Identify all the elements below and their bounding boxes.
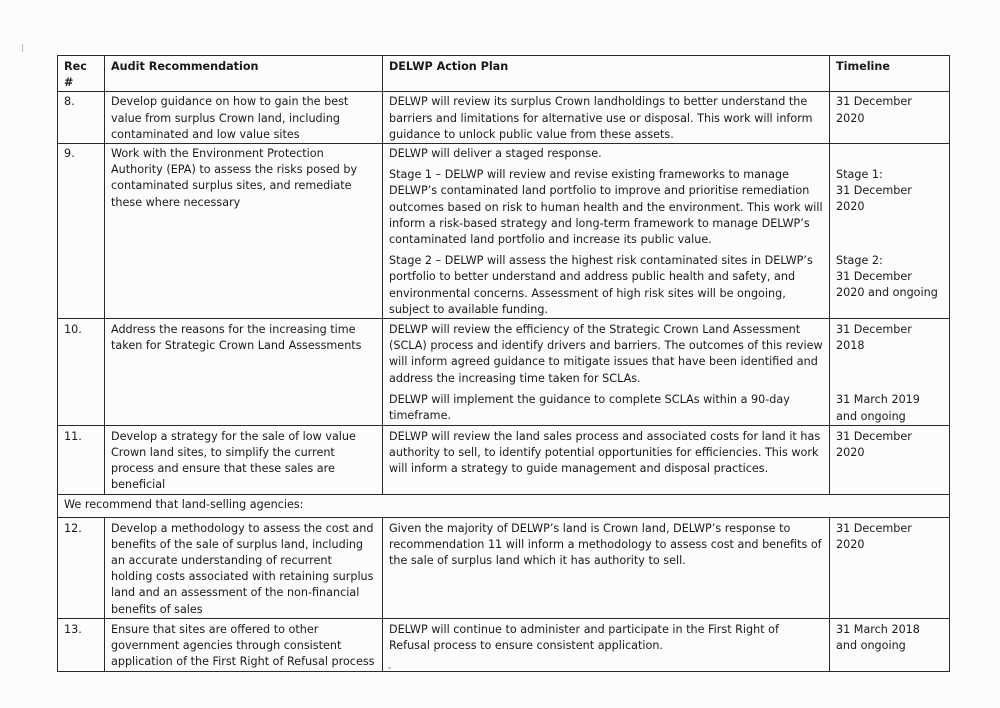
timeline-entry: 31 December 2018	[836, 323, 912, 353]
timeline-entry: 31 December 2020 and ongoing	[836, 269, 938, 300]
audit-recommendation: Develop guidance on how to gain the best value from surplus Crown land, including contaminated and low value sites	[105, 92, 383, 144]
timeline	[830, 92, 950, 144]
rec-number: 13.	[58, 618, 105, 671]
col-header-audit: Audit Recommendation	[105, 56, 383, 92]
audit-recommendation: Develop a methodology to assess the cost and benefits of the sale of surplus land, including an accurate understanding of recurrent holding costs associated with retaining surplus land and an assessment of the non-financial benefits of sales	[105, 517, 383, 618]
audit-recommendation: Work with the Environment Protection Authority (EPA) to assess the risks posed by contaminated surplus sites, and remediate these where necessary	[105, 144, 383, 319]
action-plan	[383, 319, 830, 426]
audit-recommendation: Ensure that sites are offered to other government agencies through consistent application of the First Right of Refusal process	[105, 618, 383, 671]
table-row	[58, 517, 950, 618]
timeline-entry: 31 March 2018 and ongoing	[836, 622, 920, 653]
action-paragraph: DELWP will continue to administer and participate in the First Right of Refusal process to ensure consistent application.	[389, 622, 779, 653]
col-header-rec: Rec #	[58, 56, 105, 92]
section-row	[58, 494, 950, 517]
col-header-timeline: Timeline	[830, 56, 950, 92]
audit-recommendation: Address the reasons for the increasing time taken for Strategic Crown Land Assessments	[105, 319, 383, 426]
rec-number: 10.	[58, 319, 105, 426]
action-paragraph: Stage 2 – DELWP will assess the highest risk contaminated sites in DELWP’s portfolio to better understand and address public health and safety, and environmental concerns. Assessment of high risk sites will be ongoing, subject to available funding.	[389, 254, 813, 316]
action-paragraph: Given the majority of DELWP’s land is Crown land, DELWP’s response to recommendation 11 will inform a methodology to assess cost and benefits of the sale of surplus land which it has authority to sell.	[389, 521, 822, 568]
audit-recommendation: Develop a strategy for the sale of low value Crown land sites, to simplify the current process and ensure that these sales are beneficial	[105, 425, 383, 494]
action-paragraph: DELWP will implement the guidance to complete SCLAs within a 90-day timeframe.	[389, 392, 790, 423]
action-paragraph: DELWP will review the efficiency of the Strategic Crown Land Assessment (SCLA) process and identify drivers and barriers. The outcomes of this review will inform agreed guidance to mitigate issues that have been identified and address the increasing time taken for SCLAs.	[389, 323, 823, 385]
rec-number: 11.	[58, 425, 105, 494]
section-label: We recommend that land-selling agencies:	[58, 494, 950, 517]
table-row	[58, 319, 950, 426]
timeline	[830, 144, 950, 319]
timeline-entry: Stage 1:	[836, 168, 883, 182]
action-plan	[383, 517, 830, 618]
table-row	[58, 618, 950, 671]
action-paragraph: Stage 1 – DELWP will review and revise existing frameworks to manage DELWP’s contaminated land portfolio to improve and prioritise remediation outcomes based on risk to human health and the environment. This work will inform a risk-based strategy and long-term framework to manage DELWP’s contaminated land portfolio and increase its public value.	[389, 168, 823, 247]
rec-number: 8.	[58, 92, 105, 144]
col-header-action: DELWP Action Plan	[383, 56, 830, 92]
action-plan	[383, 144, 830, 319]
header-row	[58, 56, 950, 92]
table-row	[58, 144, 950, 319]
table-row	[58, 425, 950, 494]
action-plan	[383, 618, 830, 671]
timeline-entry: Stage 2:	[836, 253, 883, 267]
table-row	[58, 92, 950, 144]
timeline-entry: 31 December 2020	[836, 184, 912, 214]
rec-number: 12.	[58, 517, 105, 618]
timeline-entry: 31 March 2019 and ongoing	[836, 393, 920, 423]
timeline	[830, 517, 950, 618]
timeline	[830, 425, 950, 494]
action-paragraph: DELWP will deliver a staged response.	[389, 147, 602, 161]
scan-mark	[22, 44, 23, 52]
timeline-entry: 31 December 2020	[836, 521, 912, 551]
action-paragraph: DELWP will review the land sales process and associated costs for land it has authority to sell, to identify potential opportunities for efficiencies. This work will inform a strategy to guide management and disposal practices.	[389, 429, 821, 476]
action-paragraph: DELWP will review its surplus Crown landholdings to better understand the barriers and limitations for alternative use or disposal. This work will inform guidance to unlock public value from these assets.	[389, 95, 813, 141]
timeline-entry: 31 December 2020	[836, 429, 912, 460]
timeline	[830, 319, 950, 426]
timeline-entry: 31 December 2020	[836, 95, 912, 125]
timeline	[830, 618, 950, 671]
action-plan	[383, 92, 830, 144]
rec-number: 9.	[58, 144, 105, 319]
recommendations-table	[57, 55, 950, 672]
action-plan	[383, 425, 830, 494]
